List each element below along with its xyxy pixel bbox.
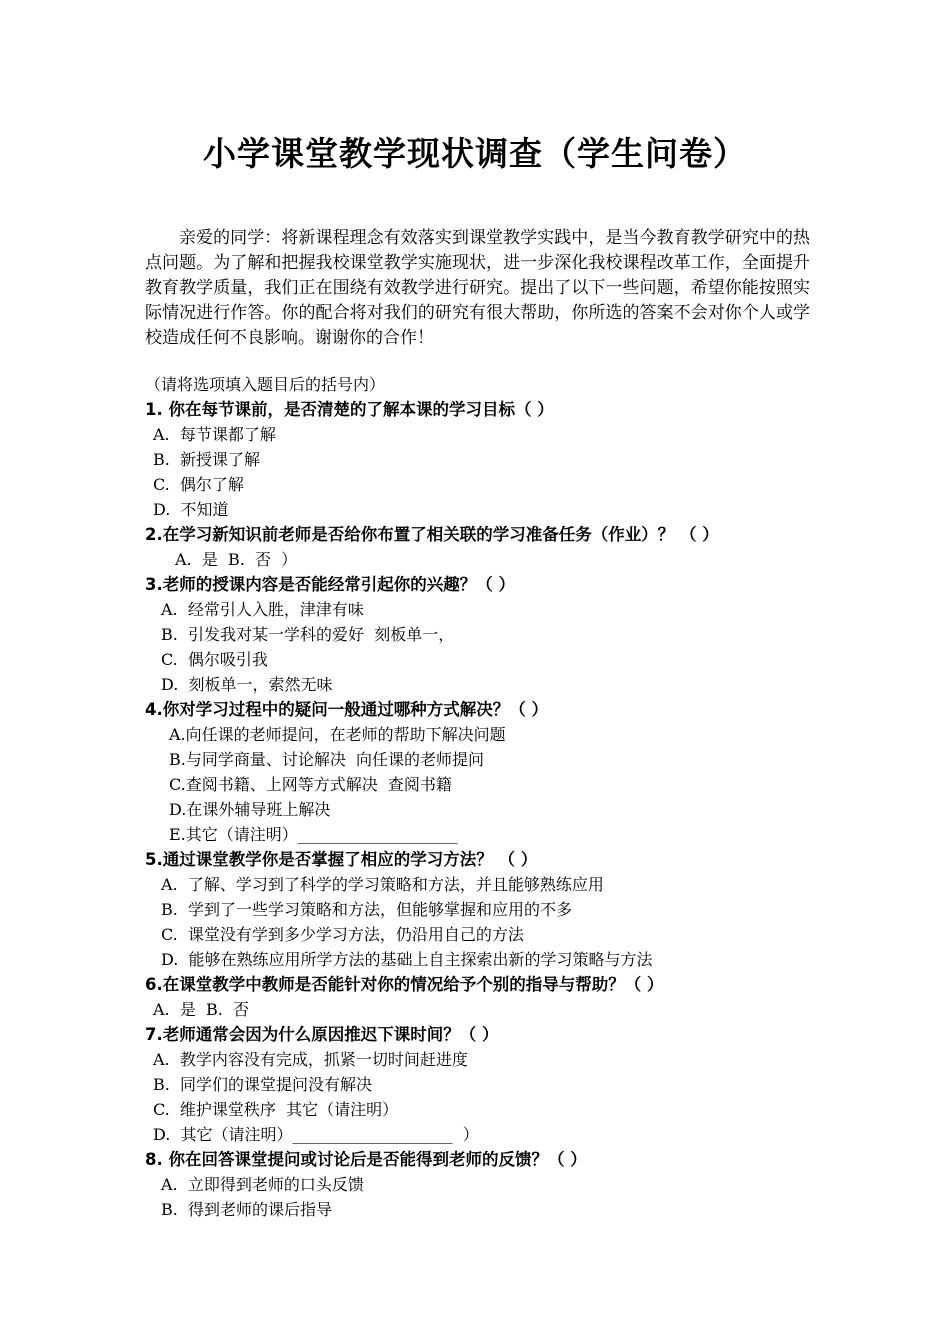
option-5d: D. 能够在熟练应用所学方法的基础上自主探索出新的学习策略与方法 (161, 950, 653, 969)
option-1b: B. 新授课了解 (153, 450, 261, 469)
option-2ab: A. 是 B. 否 ） (175, 550, 298, 569)
question-4: 4.你对学习过程中的疑问一般通过哪种方式解决？（ ） (145, 700, 548, 719)
option-1d: D. 不知道 (153, 500, 229, 519)
option-5c: C. 课堂没有学到多少学习方法，仍沿用自己的方法 (161, 925, 524, 944)
option-8a: A. 立即得到老师的口头反馈 (161, 1175, 364, 1194)
page-title: 小学课堂教学现状调查（学生问卷） (203, 134, 747, 173)
question-5: 5.通过课堂教学你是否掌握了相应的学习方法？ （ ） (145, 850, 538, 869)
option-3c: C. 偶尔吸引我 (161, 650, 268, 669)
question-8: 8. 你在回答课堂提问或讨论后是否能得到老师的反馈？（ ） (145, 1150, 587, 1169)
question-list (145, 397, 825, 1222)
intro-paragraph: 亲爱的同学：将新课程理念有效落实到课堂教学实践中，是当今教育教学研究中的热点问题。为了解和把握我校课堂教学实施现状，进一步深化我校课程改革工作，全面提升教育教学质量，我们正在围绕有效教学进行研究。提出了以下一些问题，希望你能按照实际情况进行作答。你的配合将对我们的研究有很大帮助，你所选的答案不会对你个人或学校造成任何不良影响。谢谢你的合作！ (145, 228, 810, 348)
option-3b: B. 引发我对某一学科的爱好 刻板单一， (161, 625, 455, 644)
question-1: 1. 你在每节课前，是否清楚的了解本课的学习目标（ ） (145, 400, 554, 419)
question-2: 2.在学习新知识前老师是否给你布置了相关联的学习准备任务（作业）？ （ ） (145, 525, 719, 544)
option-3d: D. 刻板单一，索然无味 (161, 675, 333, 694)
question-6: 6.在课堂教学中教师是否能针对你的情况给予个别的指导与帮助？（ ） (145, 975, 664, 994)
option-5a: A. 了解、学习到了科学的学习策略和方法，并且能够熟练应用 (161, 875, 604, 894)
question-7: 7.老师通常会因为什么原因推迟下课时间？（ ） (145, 1025, 499, 1044)
option-7a: A. 教学内容没有完成，抓紧一切时间赶进度 (153, 1050, 468, 1069)
option-4c: C.查阅书籍、上网等方式解决 查阅书籍 (169, 775, 452, 794)
option-7c: C. 维护课堂秩序 其它（请注明） (153, 1100, 399, 1119)
option-4e: E.其它（请注明）____________________ (169, 825, 458, 844)
option-4d: D.在课外辅导班上解决 (169, 800, 331, 819)
option-7d: D. 其它（请注明）____________________ ） (153, 1125, 479, 1144)
option-6ab: A. 是 B. 否 (153, 1000, 250, 1019)
question-3: 3.老师的授课内容是否能经常引起你的兴趣？（ ） (145, 575, 515, 594)
option-1a: A. 每节课都了解 (153, 425, 276, 444)
option-5b: B. 学到了一些学习策略和方法，但能够掌握和应用的不多 (161, 900, 573, 919)
instruction-note: （请将选项填入题目后的括号内） (145, 375, 386, 394)
option-1c: C. 偶尔了解 (153, 475, 244, 494)
option-8b: B. 得到老师的课后指导 (161, 1200, 333, 1219)
option-7b: B. 同学们的课堂提问没有解决 (153, 1075, 373, 1094)
option-4a: A.向任课的老师提问，在老师的帮助下解决问题 (169, 725, 506, 744)
option-4b: B.与同学商量、讨论解决 向任课的老师提问 (169, 750, 485, 769)
option-3a: A. 经常引人入胜，津津有味 (161, 600, 364, 619)
